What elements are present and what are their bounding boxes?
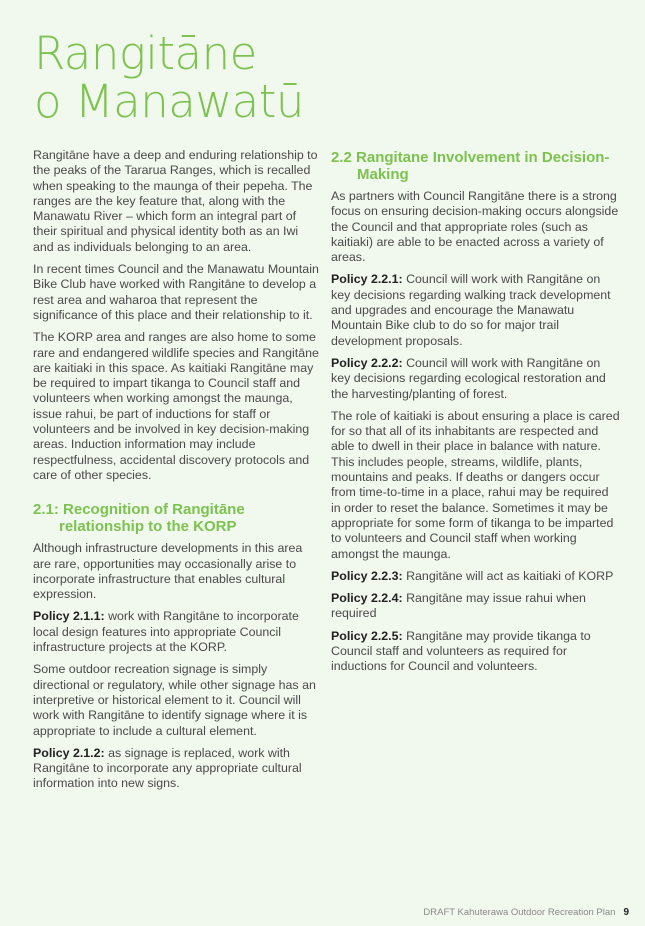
policy-2-1-1 [33,609,319,655]
page-footer [423,907,629,918]
policy-label: Policy 2.2.4: [331,591,403,606]
policy-2-2-1 [331,272,621,348]
section-heading-2-1: 2.1: Recognition of Rangitāne relationship to the KORP [33,501,245,536]
policy-text: Council will work with Rangitāne on key decisions regarding walking track development and upgrades and encourage the Manawatu Mountain Bike club to do so for major trail development proposals. [331,272,611,348]
policy-text: Rangitāne may provide tikanga to Council staff and volunteers as required for inductions for Council and volunteers. [331,628,591,674]
right-column [331,148,621,682]
policy-label: Policy 2.2.3: [331,568,403,583]
page-title [34,27,304,128]
policy-2-2-4 [331,591,621,622]
policy-2-2-5 [331,629,621,675]
policy-2-1-2 [33,746,319,792]
title-line-1: Rangitāne [34,27,257,80]
policy-label: Policy 2.2.2: [331,355,403,370]
policy-text: work with Rangitāne to incorporate local design features into appropriate Council infrastructure projects at the KORP. [33,609,299,655]
title-line-2: o Manawatū [34,75,304,128]
policy-label: Policy 2.2.5: [331,628,403,643]
policy-text: Rangitāne may issue rahui when required [331,591,586,621]
section-2-2-paragraph-2: The role of kaitiaki is about ensuring a place is cared for so that all of its inhabitants are respected and able to dwell in their place in balance with nature. This includes people, streams, wildlife, plants, mountains and peaks. If deaths or dangers occur from time-to-time in a place, rahui may be required in order to reset the balance. Sometimes it may be appropriate for some form of tikanga to be imparted to volunteers and Council staff when working amongst the maunga. [331,408,620,561]
section-2-2-paragraph-1: As partners with Council Rangitāne there is a strong focus on ensuring decision-making occurs alongside the Council and that appropriate roles (such as kaitiaki) are able to be enacted across a variety of areas. [331,189,619,265]
intro-paragraph-1: Rangitāne have a deep and enduring relationship to the peaks of the Tararua Ranges, which is recalled when speaking to the maunga of their pepeha. The ranges are the key feature that, along with the Manawatu River – which form an integral part of their spiritual and physical identity both as an Iwi and as individuals belonging to an area. [33,148,318,254]
policy-text: as signage is replaced, work with Rangitāne to incorporate any appropriate cultural information into new signs. [33,745,302,791]
page-number: 9 [623,907,629,918]
intro-paragraph-2: In recent times Council and the Manawatu Mountain Bike Club have worked with Rangitāne to develop a rest area and waharoa that represent the significance of this place and their relationship to it. [33,262,319,322]
policy-label: Policy 2.1.1: [33,609,105,624]
policy-2-2-2 [331,356,621,402]
section-2-1-paragraph-2: Some outdoor recreation signage is simply directional or regulatory, while other signage has an interpretive or historical element to it. Council will work with Rangitāne to identify signage where it is appropriate to include a cultural element. [33,662,316,738]
intro-paragraph-3: The KORP area and ranges are also home to some rare and endangered wildlife species and Rangitāne are kaitiaki in this space. As kaitiaki Rangitāne may be required to impart tikanga to Council staff and volunteers when working amongst the maunga, issue rahui, be part of inductions for staff or volunteers and be involved in key decision-making areas. Induction information may include respectfulness, accidental discovery protocols and care of other species. [33,330,319,482]
policy-label: Policy 2.2.1: [331,272,403,287]
section-heading-2-2: 2.2 Rangitane Involvement in Decision-Making [331,149,610,183]
left-column [33,148,319,799]
policy-text: Council will work with Rangitāne on key decisions regarding ecological restoration and the harvesting/planting of forest. [331,355,606,401]
policy-text: Rangitāne will act as kaitiaki of KORP [402,568,614,583]
policy-2-2-3 [331,569,621,584]
section-2-1-paragraph-1: Although infrastructure developments in this area are rare, opportunities may occasionally arise to incorporate infrastructure that enables cultural expression. [33,541,303,602]
footer-doc-title: DRAFT Kahuterawa Outdoor Recreation Plan [423,907,616,918]
policy-label: Policy 2.1.2: [33,745,105,760]
